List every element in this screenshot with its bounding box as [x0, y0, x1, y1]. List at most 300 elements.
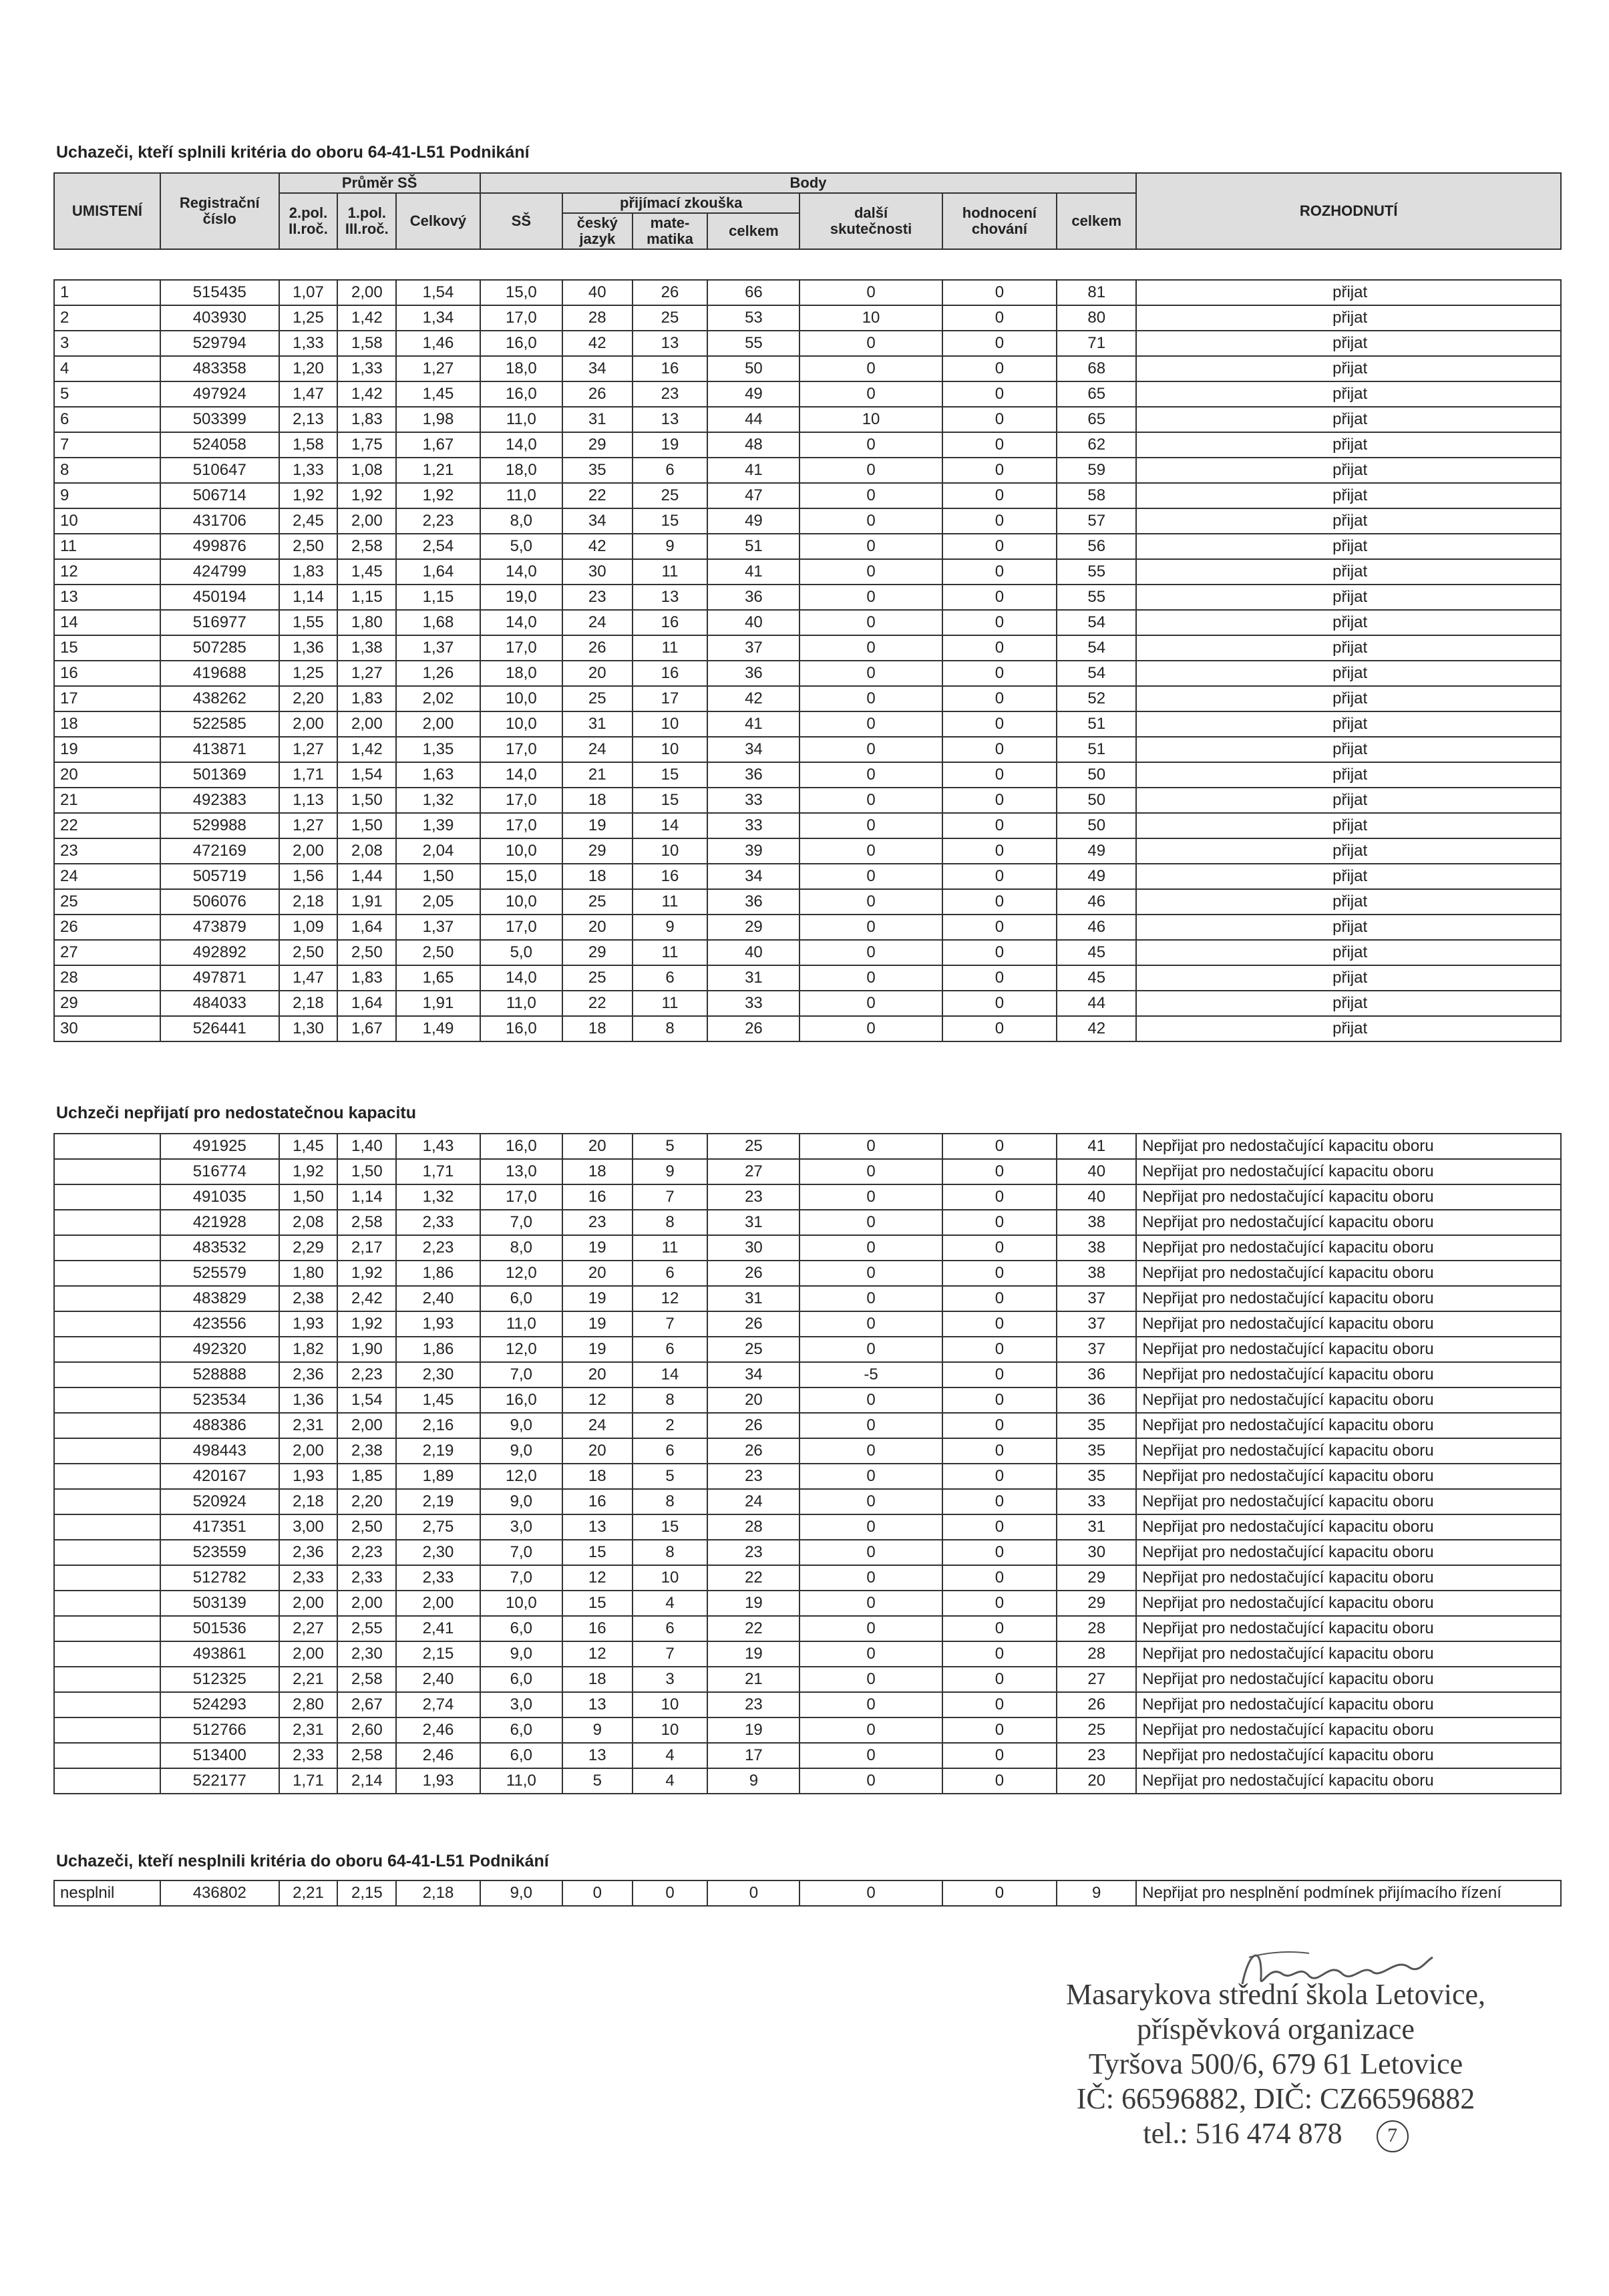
cell-pol1: 2,58 [337, 534, 396, 559]
header-2roc-label: II.roč. [289, 220, 328, 237]
cell-ss-points: 11,0 [480, 1311, 562, 1337]
table-row [54, 1591, 1561, 1616]
cell-decision: přijat [1136, 508, 1561, 534]
cell-exam-total: 24 [707, 1489, 799, 1514]
cell-other: -5 [799, 1362, 942, 1387]
cell-avg-total: 1,43 [396, 1134, 480, 1159]
cell-exam-total: 31 [707, 1286, 799, 1311]
cell-ss-points: 18,0 [480, 356, 562, 381]
cell-rank: 27 [54, 940, 160, 965]
cell-rank: 14 [54, 610, 160, 635]
cell-exam-total: 51 [707, 534, 799, 559]
cell-other: 0 [799, 991, 942, 1016]
cell-pol1: 1,27 [337, 661, 396, 686]
cell-math: 11 [633, 635, 708, 661]
cell-exam-total: 26 [707, 1261, 799, 1286]
cell-avg-total: 1,54 [396, 280, 480, 305]
cell-total: 55 [1057, 559, 1136, 585]
cell-total: 62 [1057, 432, 1136, 458]
cell-rank: 7 [54, 432, 160, 458]
cell-other: 0 [799, 1540, 942, 1565]
cell-reg-number: 516977 [160, 610, 279, 635]
cell-ss-points: 17,0 [480, 737, 562, 762]
table-row [54, 1667, 1561, 1692]
cell-exam-total: 33 [707, 813, 799, 838]
table-row [54, 1261, 1561, 1286]
cell-reg-number: 483358 [160, 356, 279, 381]
cell-ss-points: 6,0 [480, 1743, 562, 1768]
cell-reg-number: 510647 [160, 458, 279, 483]
cell-total: 37 [1057, 1337, 1136, 1362]
cell-other: 0 [799, 762, 942, 788]
cell-avg-total: 1,98 [396, 407, 480, 432]
cell-exam-total: 22 [707, 1616, 799, 1641]
cell-avg-total: 1,86 [396, 1337, 480, 1362]
table-row [54, 407, 1561, 432]
rejected-capacity-table [53, 1133, 1562, 1794]
cell-avg-total: 2,46 [396, 1743, 480, 1768]
cell-pol1: 2,23 [337, 1362, 396, 1387]
cell-other: 0 [799, 838, 942, 864]
cell-reg-number: 525579 [160, 1261, 279, 1286]
cell-pol1: 2,38 [337, 1438, 396, 1464]
cell-avg-total: 2,50 [396, 940, 480, 965]
failed-section-title: Uchazeči, kteří nesplnili kritéria do oboru 64-41-L51 Podnikání [56, 1852, 549, 1870]
cell-pol1: 1,90 [337, 1337, 396, 1362]
cell-czech: 19 [562, 813, 633, 838]
cell-math: 10 [633, 711, 708, 737]
cell-exam-total: 33 [707, 991, 799, 1016]
cell-rank: 9 [54, 483, 160, 508]
cell-czech: 23 [562, 1210, 633, 1235]
cell-decision: Nepřijat pro nedostačující kapacitu oboru [1136, 1667, 1561, 1692]
cell-behavior: 0 [942, 965, 1057, 991]
header-skutecnosti-label: skutečnosti [830, 220, 912, 237]
cell-exam-total: 19 [707, 1717, 799, 1743]
cell-avg-total: 2,40 [396, 1286, 480, 1311]
cell-behavior: 0 [942, 1768, 1057, 1794]
cell-avg-total: 2,18 [396, 1880, 480, 1906]
table-row [54, 711, 1561, 737]
cell-total: 54 [1057, 661, 1136, 686]
cell-decision: přijat [1136, 940, 1561, 965]
cell-pol2: 2,18 [279, 1489, 338, 1514]
cell-exam-total: 21 [707, 1667, 799, 1692]
cell-pol1: 1,42 [337, 381, 396, 407]
cell-decision: přijat [1136, 331, 1561, 356]
cell-ss-points: 7,0 [480, 1540, 562, 1565]
cell-reg-number: 423556 [160, 1311, 279, 1337]
cell-other: 0 [799, 458, 942, 483]
cell-ss-points: 8,0 [480, 1235, 562, 1261]
cell-avg-total: 2,30 [396, 1362, 480, 1387]
table-row [54, 432, 1561, 458]
cell-avg-total: 1,50 [396, 864, 480, 889]
cell-math: 2 [633, 1413, 708, 1438]
cell-behavior: 0 [942, 1667, 1057, 1692]
cell-pol1: 1,83 [337, 407, 396, 432]
cell-behavior: 0 [942, 610, 1057, 635]
table-row [54, 280, 1561, 305]
cell-decision: Nepřijat pro nedostačující kapacitu oboru [1136, 1641, 1561, 1667]
cell-czech: 31 [562, 711, 633, 737]
cell-other: 0 [799, 508, 942, 534]
cell-pol1: 2,00 [337, 711, 396, 737]
cell-decision: přijat [1136, 483, 1561, 508]
cell-pol2: 1,07 [279, 280, 338, 305]
cell-reg-number: 450194 [160, 585, 279, 610]
cell-behavior: 0 [942, 991, 1057, 1016]
cell-behavior: 0 [942, 1210, 1057, 1235]
cell-czech: 19 [562, 1286, 633, 1311]
cell-exam-total: 34 [707, 1362, 799, 1387]
cell-math: 3 [633, 1667, 708, 1692]
cell-total: 58 [1057, 483, 1136, 508]
header-matika-label: matika [647, 230, 693, 247]
header-cislo: číslo [202, 210, 236, 227]
cell-decision: Nepřijat pro nedostačující kapacitu oboru [1136, 1768, 1561, 1794]
cell-math: 15 [633, 1514, 708, 1540]
cell-behavior: 0 [942, 1337, 1057, 1362]
cell-total: 45 [1057, 965, 1136, 991]
cell-behavior: 0 [942, 1641, 1057, 1667]
cell-avg-total: 2,33 [396, 1210, 480, 1235]
cell-exam-total: 25 [707, 1134, 799, 1159]
cell-czech: 30 [562, 559, 633, 585]
cell-rank [54, 1565, 160, 1591]
cell-pol1: 2,00 [337, 1413, 396, 1438]
cell-czech: 16 [562, 1616, 633, 1641]
cell-behavior: 0 [942, 1438, 1057, 1464]
cell-behavior: 0 [942, 940, 1057, 965]
cell-total: 46 [1057, 889, 1136, 915]
cell-ss-points: 8,0 [480, 508, 562, 534]
cell-czech: 18 [562, 1159, 633, 1184]
cell-pol1: 1,50 [337, 788, 396, 813]
cell-exam-total: 19 [707, 1641, 799, 1667]
cell-rank: 10 [54, 508, 160, 534]
cell-czech: 25 [562, 686, 633, 711]
cell-decision: přijat [1136, 458, 1561, 483]
cell-other: 0 [799, 356, 942, 381]
header-mate-label: mate- [650, 214, 690, 231]
cell-rank [54, 1489, 160, 1514]
cell-total: 59 [1057, 458, 1136, 483]
cell-pol2: 1,13 [279, 788, 338, 813]
cell-other: 0 [799, 483, 942, 508]
cell-math: 13 [633, 331, 708, 356]
cell-reg-number: 529794 [160, 331, 279, 356]
cell-math: 10 [633, 1717, 708, 1743]
cell-math: 10 [633, 1692, 708, 1717]
cell-avg-total: 2,23 [396, 1235, 480, 1261]
cell-czech: 26 [562, 635, 633, 661]
cell-ss-points: 7,0 [480, 1210, 562, 1235]
cell-exam-total: 42 [707, 686, 799, 711]
header-rozhodnuti: ROZHODNUTÍ [1136, 173, 1561, 249]
cell-ss-points: 17,0 [480, 813, 562, 838]
cell-exam-total: 34 [707, 864, 799, 889]
cell-rank: 3 [54, 331, 160, 356]
cell-behavior: 0 [942, 280, 1057, 305]
cell-behavior: 0 [942, 1591, 1057, 1616]
cell-pol1: 1,50 [337, 813, 396, 838]
cell-math: 6 [633, 1261, 708, 1286]
cell-math: 8 [633, 1540, 708, 1565]
cell-pol1: 2,00 [337, 508, 396, 534]
cell-avg-total: 1,32 [396, 788, 480, 813]
cell-total: 23 [1057, 1743, 1136, 1768]
cell-total: 38 [1057, 1261, 1136, 1286]
cell-rank: 15 [54, 635, 160, 661]
cell-pol2: 1,25 [279, 305, 338, 331]
cell-math: 13 [633, 407, 708, 432]
cell-pol2: 2,33 [279, 1565, 338, 1591]
cell-reg-number: 528888 [160, 1362, 279, 1387]
cell-czech: 21 [562, 762, 633, 788]
cell-avg-total: 1,45 [396, 1387, 480, 1413]
cell-avg-total: 2,46 [396, 1717, 480, 1743]
cell-czech: 40 [562, 280, 633, 305]
cell-czech: 19 [562, 1235, 633, 1261]
table-header [53, 172, 1562, 250]
cell-rank [54, 1464, 160, 1489]
cell-pol2: 2,31 [279, 1717, 338, 1743]
cell-exam-total: 36 [707, 889, 799, 915]
cell-pol2: 2,00 [279, 838, 338, 864]
cell-decision: Nepřijat pro nedostačující kapacitu oboru [1136, 1286, 1561, 1311]
cell-total: 29 [1057, 1591, 1136, 1616]
cell-czech: 28 [562, 305, 633, 331]
table-row [54, 1717, 1561, 1743]
cell-total: 9 [1057, 1880, 1136, 1906]
cell-behavior: 0 [942, 432, 1057, 458]
cell-math: 11 [633, 889, 708, 915]
cell-behavior: 0 [942, 559, 1057, 585]
cell-decision: přijat [1136, 305, 1561, 331]
cell-czech: 5 [562, 1768, 633, 1794]
cell-rank [54, 1591, 160, 1616]
cell-behavior: 0 [942, 458, 1057, 483]
cell-pol2: 1,45 [279, 1134, 338, 1159]
cell-decision: přijat [1136, 838, 1561, 864]
table-row [54, 762, 1561, 788]
table-row [54, 1159, 1561, 1184]
cell-pol1: 1,38 [337, 635, 396, 661]
cell-czech: 20 [562, 915, 633, 940]
cell-czech: 19 [562, 1311, 633, 1337]
cell-math: 8 [633, 1016, 708, 1041]
cell-total: 40 [1057, 1184, 1136, 1210]
cell-decision: Nepřijat pro nedostačující kapacitu oboru [1136, 1489, 1561, 1514]
cell-decision: přijat [1136, 585, 1561, 610]
cell-decision: přijat [1136, 280, 1561, 305]
cell-behavior: 0 [942, 1514, 1057, 1540]
cell-pol2: 2,00 [279, 1591, 338, 1616]
cell-ss-points: 12,0 [480, 1464, 562, 1489]
cell-total: 35 [1057, 1464, 1136, 1489]
cell-math: 11 [633, 559, 708, 585]
cell-total: 28 [1057, 1616, 1136, 1641]
cell-math: 13 [633, 585, 708, 610]
cell-total: 51 [1057, 737, 1136, 762]
cell-decision: přijat [1136, 813, 1561, 838]
cell-pol1: 2,20 [337, 1489, 396, 1514]
cell-decision: Nepřijat pro nedostačující kapacitu oboru [1136, 1311, 1561, 1337]
cell-other: 0 [799, 1717, 942, 1743]
cell-other: 0 [799, 915, 942, 940]
cell-pol2: 2,29 [279, 1235, 338, 1261]
cell-total: 49 [1057, 838, 1136, 864]
cell-czech: 12 [562, 1641, 633, 1667]
table-row [54, 1337, 1561, 1362]
cell-math: 16 [633, 661, 708, 686]
cell-other: 0 [799, 711, 942, 737]
cell-avg-total: 2,00 [396, 711, 480, 737]
cell-rank: 16 [54, 661, 160, 686]
cell-exam-total: 26 [707, 1311, 799, 1337]
cell-czech: 24 [562, 610, 633, 635]
cell-czech: 15 [562, 1540, 633, 1565]
cell-ss-points: 13,0 [480, 1159, 562, 1184]
table-row [54, 585, 1561, 610]
stamp-line-1: Masarykova střední škola Letovice, [1065, 1978, 1486, 2011]
table-row [54, 788, 1561, 813]
cell-pol1: 1,64 [337, 915, 396, 940]
cell-ss-points: 10,0 [480, 711, 562, 737]
cell-pol1: 2,58 [337, 1210, 396, 1235]
cell-pol1: 1,80 [337, 610, 396, 635]
cell-czech: 18 [562, 788, 633, 813]
cell-total: 37 [1057, 1286, 1136, 1311]
cell-czech: 34 [562, 356, 633, 381]
cell-behavior: 0 [942, 1565, 1057, 1591]
cell-avg-total: 1,39 [396, 813, 480, 838]
cell-decision: Nepřijat pro nedostačující kapacitu oboru [1136, 1692, 1561, 1717]
header-celkem-zk: celkem [707, 213, 799, 249]
stamp-line-2: příspěvková organizace [1137, 2013, 1415, 2045]
cell-math: 15 [633, 508, 708, 534]
cell-rank: 20 [54, 762, 160, 788]
cell-math: 6 [633, 965, 708, 991]
cell-other: 0 [799, 1667, 942, 1692]
cell-pol1: 2,00 [337, 1591, 396, 1616]
cell-math: 25 [633, 305, 708, 331]
cell-ss-points: 17,0 [480, 1184, 562, 1210]
cell-pol1: 2,17 [337, 1235, 396, 1261]
cell-pol2: 2,18 [279, 889, 338, 915]
cell-reg-number: 438262 [160, 686, 279, 711]
stamp-phone: tel.: 516 474 878 [1143, 2117, 1343, 2150]
cell-ss-points: 14,0 [480, 965, 562, 991]
cell-other: 0 [799, 864, 942, 889]
cell-reg-number: 524058 [160, 432, 279, 458]
cell-ss-points: 9,0 [480, 1413, 562, 1438]
cell-pol1: 1,91 [337, 889, 396, 915]
cell-avg-total: 2,23 [396, 508, 480, 534]
cell-other: 0 [799, 788, 942, 813]
cell-other: 0 [799, 813, 942, 838]
cell-rank: 11 [54, 534, 160, 559]
table-row [54, 1540, 1561, 1565]
cell-decision: přijat [1136, 711, 1561, 737]
cell-other: 0 [799, 1565, 942, 1591]
cell-ss-points: 9,0 [480, 1489, 562, 1514]
cell-other: 0 [799, 1134, 942, 1159]
cell-reg-number: 421928 [160, 1210, 279, 1235]
cell-math: 17 [633, 686, 708, 711]
cell-reg-number: 503399 [160, 407, 279, 432]
cell-exam-total: 36 [707, 585, 799, 610]
cell-behavior: 0 [942, 737, 1057, 762]
table-row [54, 534, 1561, 559]
cell-ss-points: 10,0 [480, 838, 562, 864]
cell-math: 23 [633, 381, 708, 407]
cell-pol2: 1,30 [279, 1016, 338, 1041]
cell-reg-number: 413871 [160, 737, 279, 762]
header-chovani-label: chování [971, 220, 1027, 237]
cell-behavior: 0 [942, 1540, 1057, 1565]
cell-pol2: 2,33 [279, 1743, 338, 1768]
cell-reg-number: 522177 [160, 1768, 279, 1794]
cell-reg-number: 473879 [160, 915, 279, 940]
cell-decision: Nepřijat pro nedostačující kapacitu oboru [1136, 1235, 1561, 1261]
cell-pol1: 2,58 [337, 1743, 396, 1768]
header-dalsi-skutecnosti [799, 193, 942, 249]
cell-decision: Nepřijat pro nedostačující kapacitu oboru [1136, 1337, 1561, 1362]
cell-czech: 29 [562, 432, 633, 458]
cell-reg-number: 513400 [160, 1743, 279, 1768]
cell-behavior: 0 [942, 1261, 1057, 1286]
stamp-circled-mark: 7 [1377, 2120, 1409, 2152]
cell-avg-total: 1,49 [396, 1016, 480, 1041]
cell-avg-total: 2,30 [396, 1540, 480, 1565]
cell-avg-total: 1,63 [396, 762, 480, 788]
cell-rank [54, 1311, 160, 1337]
cell-ss-points: 15,0 [480, 280, 562, 305]
cell-pol2: 2,00 [279, 711, 338, 737]
cell-decision: Nepřijat pro nedostačující kapacitu oboru [1136, 1159, 1561, 1184]
cell-avg-total: 2,75 [396, 1514, 480, 1540]
rejected-capacity-section-title: Uchzeči nepřijatí pro nedostatečnou kapacitu [56, 1104, 417, 1122]
cell-rank: 13 [54, 585, 160, 610]
cell-reg-number: 483532 [160, 1235, 279, 1261]
table-row [54, 635, 1561, 661]
cell-math: 8 [633, 1210, 708, 1235]
cell-rank [54, 1743, 160, 1768]
cell-avg-total: 1,32 [396, 1184, 480, 1210]
header-body: Body [480, 173, 1137, 193]
failed-table [53, 1880, 1562, 1907]
cell-avg-total: 1,37 [396, 915, 480, 940]
cell-rank: 1 [54, 280, 160, 305]
cell-pol1: 1,54 [337, 1387, 396, 1413]
cell-avg-total: 1,26 [396, 661, 480, 686]
cell-behavior: 0 [942, 1016, 1057, 1041]
cell-behavior: 0 [942, 635, 1057, 661]
cell-rank: 17 [54, 686, 160, 711]
cell-ss-points: 19,0 [480, 585, 562, 610]
table-row [54, 1286, 1561, 1311]
cell-reg-number: 493861 [160, 1641, 279, 1667]
cell-pol1: 1,14 [337, 1184, 396, 1210]
cell-exam-total: 48 [707, 432, 799, 458]
table-row [54, 1438, 1561, 1464]
cell-pol1: 2,42 [337, 1286, 396, 1311]
cell-pol2: 1,47 [279, 965, 338, 991]
cell-decision: přijat [1136, 965, 1561, 991]
cell-reg-number: 492383 [160, 788, 279, 813]
